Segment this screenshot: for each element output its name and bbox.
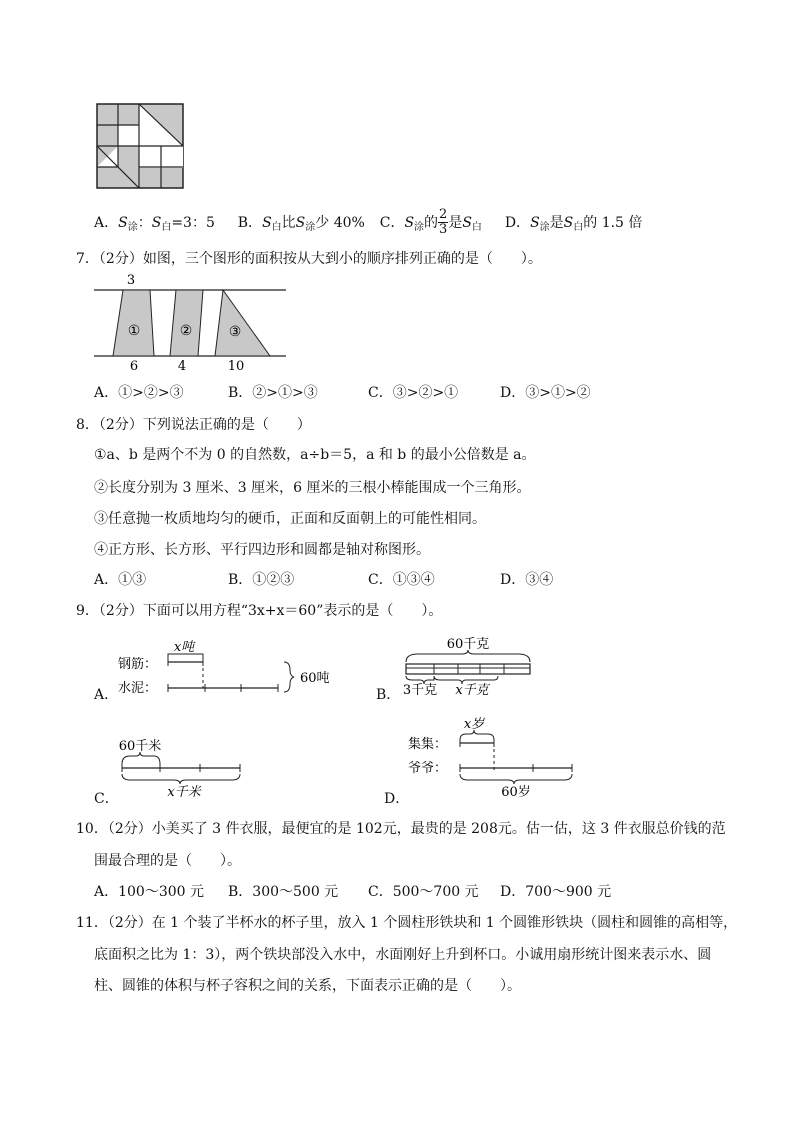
q7-bottom-label-2: 4 [177, 359, 187, 372]
q7-shape-1-label: ① [127, 323, 141, 339]
q7-figure [90, 272, 290, 372]
q8-statement-2: ②长度分别为 3 厘米、3 厘米，6 厘米的三根小棒能围成一个三角形。 [94, 480, 531, 496]
q7-shape-2-label: ② [179, 323, 193, 339]
q9-a-total: 60吨 [300, 671, 330, 686]
q7-triangle-3 [215, 290, 270, 356]
q8-statement-4: ④正方形、长方形、平行四边形和圆都是轴对称图形。 [94, 542, 430, 558]
q9-a-label1: 钢筋： [118, 657, 158, 672]
q8-option-b[interactable]: B．①②③ [228, 572, 295, 588]
q9-option-a-diagram[interactable] [118, 634, 338, 698]
q9-b-left: 3千克 [402, 683, 438, 698]
q8-option-a[interactable]: A．①③ [94, 572, 147, 588]
q9-option-c-diagram[interactable] [116, 734, 246, 800]
q9-option-a-letter[interactable]: A． [94, 687, 119, 703]
q9-stem: 9．（2分）下面可以用方程“3x+x＝60”表示的是（ ）。 [76, 603, 443, 619]
q9-b-total: 60千克 [446, 637, 490, 652]
q10-option-a[interactable]: A．100～300 元 [94, 884, 205, 900]
q8-statement-3: ③任意抛一枚质地均匀的硬币，正面和反面朝上的可能性相同。 [94, 511, 486, 527]
q7-stem: 7．（2分）如图，三个图形的面积按从大到小的顺序排列正确的是（ ）。 [76, 251, 542, 267]
q9-a-label2: 水泥： [118, 681, 158, 696]
fraction-two-thirds: $\frac{2}{3}$ [439, 207, 448, 237]
q9-d-label1: 集集： [408, 737, 448, 752]
q9-d-label2: 爷爷： [408, 761, 448, 776]
q9-c-top: 60千米 [118, 739, 162, 754]
q6-options [94, 208, 642, 237]
q11-stem-line3: 柱、圆锥的体积与杯子容积之间的关系，下面表示正确的是（ ）。 [94, 978, 521, 994]
q7-bottom-label-1: 6 [129, 359, 139, 372]
q9-option-d-diagram[interactable] [408, 714, 578, 798]
q6-square-figure [96, 103, 186, 191]
q7-option-b[interactable]: B．②>①>③ [228, 385, 318, 401]
q10-option-c[interactable]: C．500～700 元 [368, 884, 479, 900]
q9-c-x-label: x千米 [167, 785, 201, 800]
q9-option-b-diagram[interactable] [398, 632, 538, 698]
q7-option-d[interactable]: D．③>①>② [500, 385, 591, 401]
q10-option-b[interactable]: B．300～500 元 [228, 884, 339, 900]
q9-option-d-letter[interactable]: D． [384, 791, 410, 807]
q6-option-b[interactable]: B．$S_白$比$S_涂$少 40% [237, 214, 365, 233]
q9-b-x-label: x千克 [455, 683, 489, 698]
q10-stem-line1: 10．（2分）小美买了 3 件衣服，最便宜的是 102元，最贵的是 208元。估一估，这 3 件衣服总价钱的范 [76, 821, 726, 837]
q11-stem-line2: 底面积之比为 1：3），两个铁块部没入水中，水面刚好上升到杯口。小诚用扇形统计图来表示水、圆 [94, 947, 712, 963]
q8-stem: 8．（2分）下列说法正确的是（ ） [76, 417, 311, 433]
q9-option-c-letter[interactable]: C． [94, 791, 119, 807]
q10-option-d[interactable]: D．700～900 元 [500, 884, 612, 900]
q7-bottom-label-3: 10 [227, 359, 245, 372]
q7-option-a[interactable]: A．①>②>③ [94, 385, 184, 401]
q7-option-c[interactable]: C．③>②>① [368, 385, 459, 401]
q9-option-b-letter[interactable]: B． [376, 687, 401, 703]
q8-statement-1: ①a、b 是两个不为 0 的自然数，a÷b＝5，a 和 b 的最小公倍数是 a。 [94, 447, 536, 463]
q8-option-c[interactable]: C．①③④ [368, 572, 435, 588]
q11-stem-line1: 11．（2分）在 1 个装了半杯水的杯子里，放入 1 个圆柱形铁块和 1 个圆锥形铁块（圆柱和圆锥的高相等， [76, 915, 738, 931]
q9-d-x-label: x岁 [463, 717, 485, 732]
q10-stem-line2: 围最合理的是（ ）。 [94, 853, 241, 869]
q6-option-a[interactable]: A．$S_涂$：$S_白=3$：5 [94, 214, 215, 233]
q8-option-d[interactable]: D．③④ [500, 572, 554, 588]
q6-option-c[interactable]: C．$S_涂$的 $\frac{2}{3}$ 是$S_白$ [379, 207, 482, 237]
q6-option-d[interactable]: D．$S_涂$是$S_白$的 1.5 倍 [504, 214, 643, 233]
q7-top-label: 3 [126, 273, 136, 288]
q9-d-total: 60岁 [501, 785, 531, 798]
q9-a-x-label: x吨 [173, 640, 195, 655]
q7-shape-3-label: ③ [228, 324, 242, 340]
